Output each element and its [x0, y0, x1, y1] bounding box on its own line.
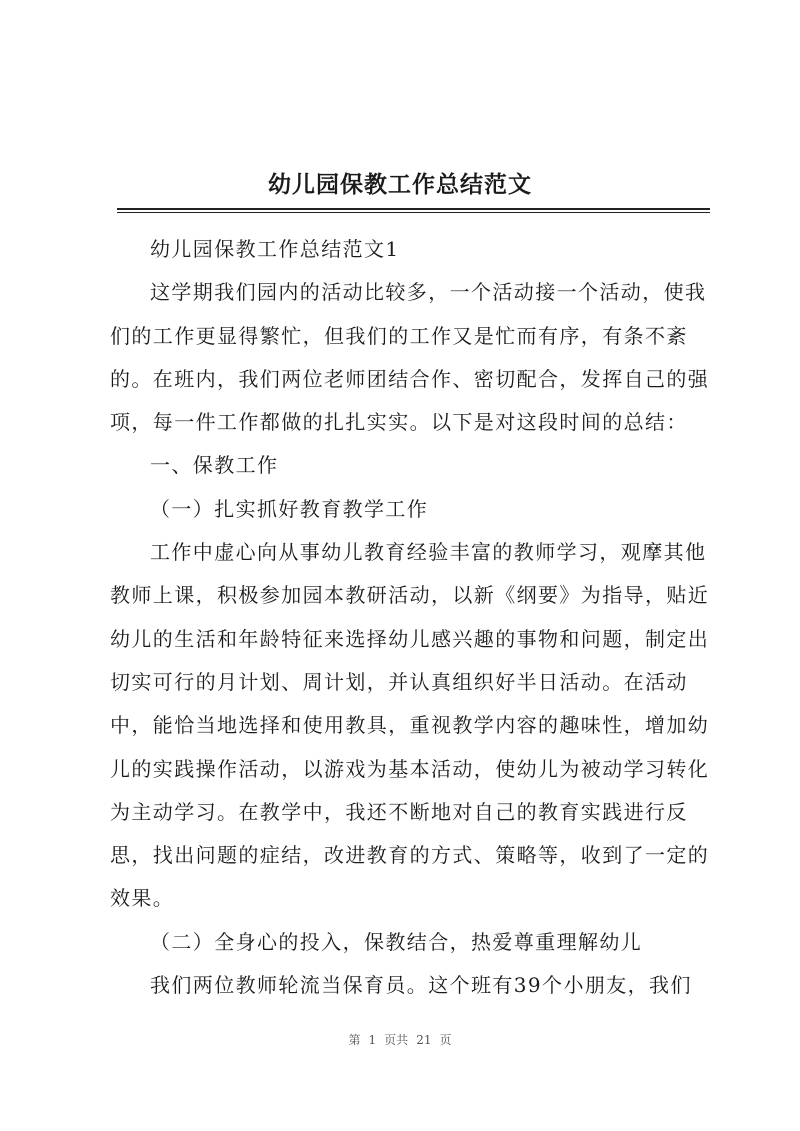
paragraph: 工作中虚心向从事幼儿教育经验丰富的教师学习，观摩其他教师上课，积极参加园本教研活动，以新《纲要》为指导，贴近幼儿的生活和年龄特征来选择幼儿感兴趣的事物和问题，制定出切实可行的月计划、周计划，并认真组织好半日活动。在活动中，能恰当地选择和使用教具，重视教学内容的趣味性，增加幼儿的实践操作活动，以游戏为基本活动，使幼儿为被动学习转化为主动学习。在教学中，我还不断地对自己的教育实践进行反思，找出问题的症结，改进教育的方式、策略等，收到了一定的效果。 [110, 540, 710, 911]
document-title: 幼儿园保教工作总结范文 [268, 172, 532, 198]
section-heading: 幼儿园保教工作总结范文1 [150, 237, 400, 261]
subsection-heading: （一）扎实抓好教育教学工作 [150, 496, 429, 521]
footer-label-of: 页共 [384, 1033, 409, 1047]
footer-current-page: 1 [368, 1033, 377, 1047]
section-heading: 一、保教工作 [150, 453, 279, 478]
title-divider [117, 208, 710, 213]
document-body [110, 228, 714, 1007]
paragraph: 我们两位教师轮流当保育员。这个班有39个小朋友，我们 [150, 973, 692, 998]
subsection-heading: （二）全身心的投入，保教结合，热爱尊重理解幼儿 [150, 929, 643, 954]
footer-total-pages: 21 [416, 1033, 432, 1047]
footer-label-end: 页 [439, 1033, 452, 1047]
paragraph: 这学期我们园内的活动比较多，一个活动接一个活动，使我们的工作更显得繁忙，但我们的工作又是忙而有序，有条不紊的。在班内，我们两位老师团结合作、密切配合，发挥自己的强项，每一件工作都做的扎扎实实。以下是对这段时间的总结： [110, 280, 710, 435]
page-footer [0, 1031, 800, 1048]
footer-label-page: 第 [348, 1033, 361, 1047]
